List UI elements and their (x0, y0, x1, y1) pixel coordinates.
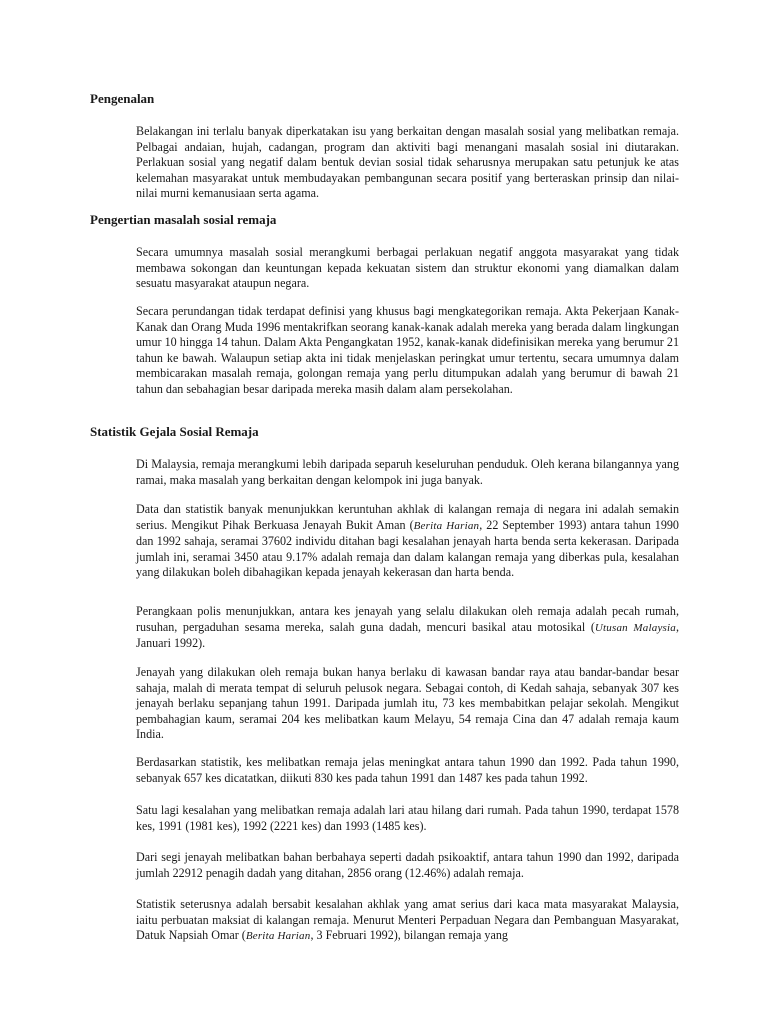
paragraph: Perangkaan polis menunjukkan, antara kes jenayah yang selalu dilakukan oleh remaja adalah pecah rumah, rusuhan, pergaduhan sesama mereka, salah guna dadah, mencuri basikal atau motosikal (Utusan Malaysia, Januari 1992). (136, 604, 679, 651)
paragraph: Secara perundangan tidak terdapat definisi yang khusus bagi mengkategorikan remaja. Akta Pekerjaan Kanak-Kanak dan Orang Muda 1996 mentakrifkan seorang kanak-kanak adalah mereka yang berada dalam lingkungan umur 10 hingga 14 tahun. Dalam Akta Pengangkatan 1952, kanak-kanak didefinisikan mereka yang berumur 21 tahun ke bawah. Walaupun setiap akta ini tidak menjelaskan peringkat umur tertentu, secara umumnya dalam membicarakan masalah remaja, golongan remaja yang perlu ditumpukan adalah yang berumur di bawah 21 tahun dan sebahagian besar daripada mereka masih dalam alam persekolahan. (136, 304, 679, 396)
paragraph: Data dan statistik banyak menunjukkan keruntuhan akhlak di kalangan remaja di negara ini adalah semakin serius. Mengikut Pihak Berkuasa Jenayah Bukit Aman (Berita Harian, 22 September 1993) antara tahun 1990 dan 1992 sahaja, seramai 37602 individu ditahan bagi kesalahan jenayah harta benda serta kekerasan. Daripada jumlah ini, seramai 3450 atau 9.17% adalah remaja dan dalam kalangan remaja yang diberkas pula, kesalahan yang dilakukan boleh dibahagikan kepada jenayah kekerasan dan harta benda. (136, 502, 679, 580)
paragraph: Satu lagi kesalahan yang melibatkan remaja adalah lari atau hilang dari rumah. Pada tahun 1990, terdapat 1578 kes, 1991 (1981 kes), 1992 (2221 kes) dan 1993 (1485 kes). (136, 803, 679, 833)
citation: Berita Harian (413, 519, 480, 532)
paragraph: Secara umumnya masalah sosial merangkumi berbagai perlakuan negatif anggota masyarakat yang tidak membawa sokongan dan keuntungan kepada kekuatan sistem dan struktur ekonomi yang diamalkan dalam sesuatu masyarakat ataupun negara. (136, 245, 679, 291)
heading-statistik: Statistik Gejala Sosial Remaja (90, 424, 259, 439)
citation: Berita Harian (245, 930, 311, 943)
paragraph: Di Malaysia, remaja merangkumi lebih daripada separuh keseluruhan penduduk. Oleh kerana bilangannya yang ramai, maka masalah yang berkaitan dengan kelompok ini juga banyak. (136, 457, 679, 487)
paragraph: Berdasarkan statistik, kes melibatkan remaja jelas meningkat antara tahun 1990 dan 1992. Pada tahun 1990, sebanyak 657 kes dicatatkan, diikuti 830 kes pada tahun 1991 dan 1487 kes pada tahun 1992. (136, 755, 679, 785)
paragraph: Jenayah yang dilakukan oleh remaja bukan hanya berlaku di kawasan bandar raya atau bandar-bandar besar sahaja, malah di merata tempat di seluruh pelusok negara. Sebagai contoh, di Kedah sahaja, sebanyak 307 kes jenayah berlaku sepanjang tahun 1991. Daripada jumlah itu, 73 kes membabitkan pelajar sekolah. Mengikut pembahagian kaum, seramai 204 kes melibatkan kaum Melayu, 54 remaja Cina dan 47 adalah remaja kaum India. (136, 665, 679, 742)
paragraph: Dari segi jenayah melibatkan bahan berbahaya seperti dadah psikoaktif, antara tahun 1990 dan 1992, daripada jumlah 22912 penagih dadah yang ditahan, 2856 orang (12.46%) adalah remaja. (136, 850, 679, 880)
paragraph: Belakangan ini terlalu banyak diperkatakan isu yang berkaitan dengan masalah sosial yang melibatkan remaja. Pelbagai andaian, hujah, cadangan, program dan aktiviti bagi menangani masalah sosial ini diutarakan. Perlakuan sosial yang negatif dalam bentuk devian sosial tidak seharusnya merupakan satu petunjuk ke atas kelemahan masyarakat untuk membudayakan pembangunan secara positif yang berteraskan prinsip dan nilai-nilai murni kemanusiaan serta agama. (136, 124, 679, 201)
citation: Utusan Malaysia (594, 621, 676, 634)
paragraph: Statistik seterusnya adalah bersabit kesalahan akhlak yang amat serius dari kaca mata masyarakat Malaysia, iaitu perbuatan maksiat di kalangan remaja. Menurut Menteri Perpaduan Negara dan Pembanguan Masyarakat, Datuk Napsiah Omar (Berita Harian, 3 Februari 1992), bilangan remaja yang (136, 897, 679, 943)
heading-pengenalan: Pengenalan (90, 91, 155, 106)
heading-pengertian: Pengertian masalah sosial remaja (90, 212, 277, 227)
